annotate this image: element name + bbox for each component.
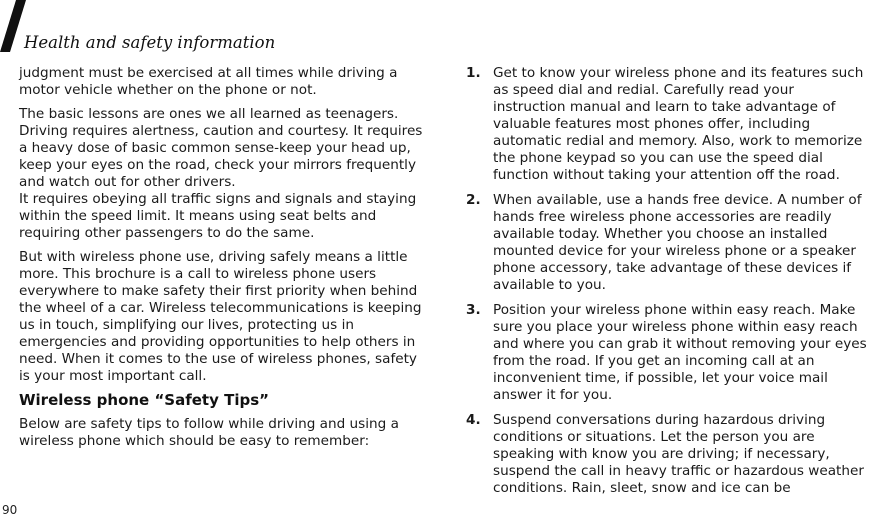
- tip-item: [466, 302, 870, 404]
- paragraph-tips-intro: Below are safety tips to follow while driving and using a wireless phone which should be easy to remember:: [19, 416, 399, 449]
- tip-item: [466, 65, 870, 184]
- paragraph-basic-lessons: The basic lessons are ones we all learned as teenagers. Driving requires alertness, caution and courtesy. It requires a heavy dose of basic common sense-keep your head up, keep your eyes on the road, check your mirrors frequently and watch out for other drivers.: [19, 106, 423, 190]
- tip-number: 4.: [466, 412, 481, 428]
- page-number: 90: [2, 503, 18, 517]
- tip-text: When available, use a hands free device. A number of hands free wireless phone accessories are readily available today. Whether you choose an installed mounted device for your wireless phone or a speaker phone accessory, take advantage of these devices if available to you.: [493, 192, 862, 293]
- tip-number: 1.: [466, 65, 481, 81]
- tip-item: [466, 412, 870, 497]
- tip-item: [466, 192, 870, 294]
- page-header-title: Health and safety information: [24, 33, 276, 52]
- paragraph-driving-safely: But with wireless phone use, driving safely means a little more. This brochure is a call to wireless phone users everywhere to make safety their first priority when behind the wheel of a car. Wireless telecommunications is keeping us in touch, simplifying our lives, protecting us in emergencies and providing opportunities to help others in need. When it comes to the use of wireless phones, safety is your most important call.: [19, 249, 422, 384]
- tip-text: Get to know your wireless phone and its features such as speed dial and redial. Carefully read your instruction manual and learn to take advantage of valuable features most phones offer, including automatic redial and memory. Also, work to memorize the phone keypad so you can use the speed dial function without taking your attention off the road.: [493, 65, 864, 183]
- right-column-tips-list: [466, 65, 870, 505]
- tip-text: Position your wireless phone within easy reach. Make sure you place your wireless phone within easy reach and where you can grab it without removing your eyes from the road. If you get an incoming call at an inconvenient time, if possible, let your voice mail answer it for you.: [493, 302, 867, 403]
- tip-text: Suspend conversations during hazardous driving conditions or situations. Let the person you are speaking with know you are driving; if necessary, suspend the call in heavy traffic or hazardous weather conditions. Rain, sleet, snow and ice can be: [493, 412, 864, 496]
- paragraph-traffic-signs: It requires obeying all traffic signs and signals and staying within the speed limit. It means using seat belts and requiring other passengers to do the same.: [19, 191, 417, 241]
- paragraph-continuation: judgment must be exercised at all times while driving a motor vehicle whether on the phone or not.: [19, 65, 398, 98]
- tip-number: 3.: [466, 302, 481, 318]
- tip-number: 2.: [466, 192, 481, 208]
- left-column: [19, 65, 423, 457]
- section-heading: Wireless phone “Safety Tips”: [19, 391, 269, 409]
